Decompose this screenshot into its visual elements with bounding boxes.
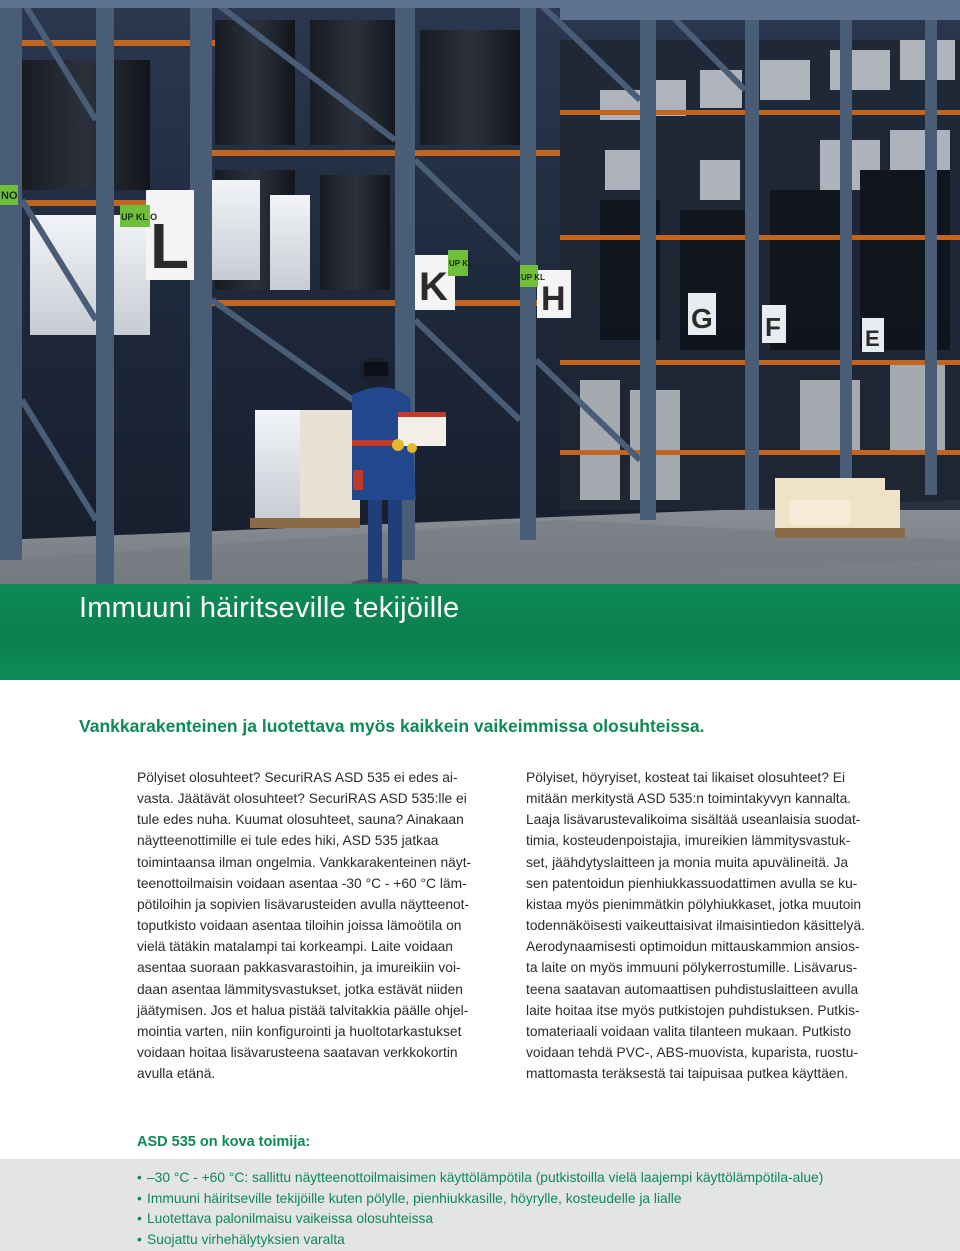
- rack-letter-e: E: [865, 326, 880, 351]
- text-line: voidaan tehdä PVC-, ABS-muovista, kuparista, ruostu-: [526, 1045, 859, 1061]
- text-line: daan asentaa lämmitysvastukset, jotka estävät niiden: [137, 981, 463, 997]
- text-line: todennäköisesti vaikeuttaisivat ilmaisintiedon käsittelyä.: [526, 918, 865, 934]
- label-no: NO: [1, 190, 18, 202]
- feature-list: [137, 1168, 823, 1250]
- text-line: Pölyiset olosuhteet? SecuriRAS ASD 535 ei edes ai-: [137, 770, 458, 785]
- right-column: [526, 767, 888, 1084]
- label-up-kl-o: UP KL O: [121, 212, 158, 222]
- text-line: Pölyiset, höyryiset, kosteat tai likaiset olosuhteet? Ei: [526, 770, 846, 785]
- text-line: avulla etänä.: [137, 1066, 216, 1082]
- rack-letter-h: H: [541, 280, 566, 318]
- list-item-text: Immuuni häiritseville tekijöille kuten pölylle, pienhiukkasille, höyrylle, kosteudelle ja lialle: [147, 1190, 682, 1206]
- text-line: teenottoilmaisin voidaan asentaa -30 °C - +60 °C läm-: [137, 875, 467, 891]
- list-item-text: –30 °C - +60 °C: sallittu näytteenottoilmaisimen käyttölämpötila (putkistoilla vielä laajempi käyttölämpötila-alue): [147, 1170, 824, 1185]
- left-column: [137, 767, 487, 1084]
- rack-letter-g: G: [691, 303, 713, 334]
- text-line: timia, kosteudenpoistajia, imureikien lämmitysvastuk-: [526, 833, 851, 849]
- text-line: toimintaansa ilman ongelmia. Vankkarakenteinen näyt-: [137, 854, 472, 870]
- rack-letter-f: F: [765, 312, 781, 342]
- text-line: sen patentoidun pienhiukkassuodattimen avulla se ku-: [526, 875, 858, 891]
- text-line: mattomasta teräksestä tai taipuisaa putkea käyttäen.: [526, 1066, 849, 1082]
- page-title: Immuuni häiritseville tekijöille: [79, 592, 460, 624]
- text-line: laite hoitaa itse myös putkistojen puhdistuksen. Putkis-: [526, 1002, 860, 1018]
- bullet-icon: •: [137, 1231, 142, 1247]
- text-line: jäätymisen. Jos et halua pistää talvitakkia päälle ohjel-: [137, 1002, 469, 1018]
- bullet-icon: •: [137, 1211, 142, 1227]
- bullet-icon: •: [137, 1170, 142, 1185]
- text-line: Aerodynaamisesti optimoidun mittauskammion ansios-: [526, 939, 860, 955]
- text-line: ta laite on myös immuuni pölykerrostumille. Lisävarus-: [526, 960, 858, 976]
- rack-letter-k: K: [419, 265, 448, 309]
- list-item: [137, 1209, 823, 1230]
- title-banner: [0, 584, 960, 680]
- list-item: [137, 1189, 823, 1210]
- bullet-icon: •: [137, 1190, 142, 1206]
- list-item: [137, 1230, 823, 1251]
- text-line: pötiloihin ja sopivien lisävarusteiden avulla näytteenot-: [137, 896, 470, 912]
- text-line: kistaa myös pienimmätkin pölyhiukkaset, jotka muutoin: [526, 896, 862, 912]
- text-line: mitään merkitystä ASD 535:n toimintakyvyn kannalta.: [526, 791, 852, 807]
- text-line: toputkisto voidaan asentaa tiloihin joissa lämoötila on: [137, 918, 462, 934]
- label-up-kl-2: UP KL: [521, 273, 545, 282]
- text-line: asentaa suoraan pakkasvarastoihin, ja imureikiin voi-: [137, 960, 461, 976]
- text-line: näytteenottimille ei tule edes hiki, ASD 535 jatkaa: [137, 833, 439, 849]
- text-line: tule edes nuha. Kuumat olosuhteet, sauna? Ainakaan: [137, 812, 464, 828]
- text-line: Laaja lisävarustevalikoima sisältää useanlaisia suodat-: [526, 812, 861, 828]
- list-item-text: Suojattu virhehälytyksien varalta: [147, 1231, 345, 1247]
- text-line: set, jäähdytyslaitteen ja monia muita apuvälineitä. Ja: [526, 854, 849, 870]
- list-item: [137, 1168, 823, 1189]
- feature-list-panel: [0, 1159, 960, 1251]
- text-line: teena saatavan automaattisen puhdistuslaitteen avulla: [526, 981, 859, 997]
- label-up-kl-1: UP KL: [449, 259, 473, 268]
- text-line: tomateriaali voidaan valita tilanteen mukaan. Putkisto: [526, 1023, 852, 1039]
- subtitle: Vankkarakenteinen ja luotettava myös kaikkein vaikeimmissa olosuhteissa.: [79, 716, 705, 736]
- text-line: vielä tätäkin matalampi tai korkeampi. Laite voidaan: [137, 939, 453, 955]
- text-line: vasta. Jäätävät olosuhteet? SecuriRAS ASD 535:lle ei: [137, 791, 467, 807]
- list-item-text: Luotettava palonilmaisu vaikeissa olosuhteissa: [147, 1211, 434, 1227]
- text-line: mointia varten, niin konfigurointi ja huoltotarkastukset: [137, 1023, 462, 1039]
- rack-letter-l: L: [150, 210, 190, 282]
- text-line: voidaan hoitaa lisävarusteena saatavan verkkokortin: [137, 1045, 458, 1061]
- feature-list-title: ASD 535 on kova toimija:: [137, 1134, 311, 1150]
